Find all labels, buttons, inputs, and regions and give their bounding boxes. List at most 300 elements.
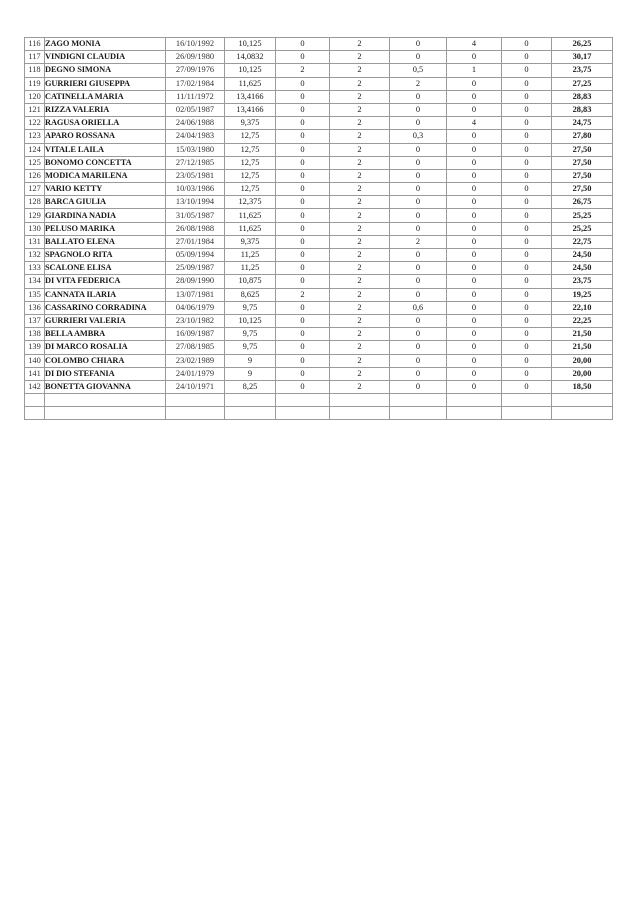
total-score: 27,25 — [552, 77, 613, 90]
score-col-5: 0 — [447, 380, 502, 393]
score-col-6: 0 — [502, 209, 552, 222]
candidate-name: SCALONE ELISA — [45, 262, 166, 275]
candidate-name: DI VITA FEDERICA — [45, 275, 166, 288]
table-row — [25, 117, 613, 130]
score-col-3: 2 — [330, 301, 390, 314]
score-col-4: 0,6 — [390, 301, 447, 314]
birth-date: 27/01/1984 — [166, 235, 225, 248]
score-col-3: 2 — [330, 288, 390, 301]
score-col-2: 2 — [276, 64, 330, 77]
score-col-1: 12,75 — [225, 169, 276, 182]
empty-cell — [166, 407, 225, 420]
table-row — [25, 367, 613, 380]
score-col-3: 2 — [330, 143, 390, 156]
score-col-1: 11,625 — [225, 77, 276, 90]
birth-date: 15/03/1980 — [166, 143, 225, 156]
row-number: 120 — [25, 90, 45, 103]
score-col-1: 8,25 — [225, 380, 276, 393]
score-col-6: 0 — [502, 51, 552, 64]
score-col-5: 0 — [447, 156, 502, 169]
score-col-3: 2 — [330, 341, 390, 354]
birth-date: 24/10/1971 — [166, 380, 225, 393]
score-col-4: 0,5 — [390, 64, 447, 77]
birth-date: 23/02/1989 — [166, 354, 225, 367]
score-col-1: 9,75 — [225, 341, 276, 354]
score-col-6: 0 — [502, 156, 552, 169]
score-col-3: 2 — [330, 103, 390, 116]
score-col-1: 13,4166 — [225, 103, 276, 116]
score-col-2: 0 — [276, 77, 330, 90]
score-col-5: 0 — [447, 130, 502, 143]
total-score: 27,50 — [552, 183, 613, 196]
score-col-1: 9,75 — [225, 301, 276, 314]
candidate-name: DI DIO STEFANIA — [45, 367, 166, 380]
birth-date: 24/06/1988 — [166, 117, 225, 130]
birth-date: 27/09/1976 — [166, 64, 225, 77]
score-col-3: 2 — [330, 314, 390, 327]
table-row — [25, 275, 613, 288]
birth-date: 24/04/1983 — [166, 130, 225, 143]
table-row — [25, 38, 613, 51]
score-col-6: 0 — [502, 275, 552, 288]
row-number: 139 — [25, 341, 45, 354]
score-col-2: 0 — [276, 38, 330, 51]
candidate-name: VITALE LAILA — [45, 143, 166, 156]
score-col-3: 2 — [330, 117, 390, 130]
score-col-4: 0 — [390, 183, 447, 196]
total-score: 28,83 — [552, 90, 613, 103]
table-row — [25, 288, 613, 301]
score-col-5: 0 — [447, 103, 502, 116]
row-number: 138 — [25, 328, 45, 341]
empty-cell — [166, 394, 225, 407]
score-col-2: 0 — [276, 354, 330, 367]
score-col-6: 0 — [502, 288, 552, 301]
total-score: 18,50 — [552, 380, 613, 393]
empty-cell — [447, 394, 502, 407]
score-col-4: 0 — [390, 249, 447, 262]
score-col-3: 2 — [330, 209, 390, 222]
score-col-6: 0 — [502, 64, 552, 77]
score-col-2: 0 — [276, 314, 330, 327]
total-score: 25,25 — [552, 209, 613, 222]
score-col-6: 0 — [502, 380, 552, 393]
score-col-1: 11,625 — [225, 209, 276, 222]
total-score: 19,25 — [552, 288, 613, 301]
row-number: 127 — [25, 183, 45, 196]
score-col-6: 0 — [502, 196, 552, 209]
score-col-2: 0 — [276, 328, 330, 341]
score-col-2: 0 — [276, 301, 330, 314]
score-col-4: 0 — [390, 354, 447, 367]
table-row — [25, 169, 613, 182]
total-score: 20,00 — [552, 354, 613, 367]
total-score: 30,17 — [552, 51, 613, 64]
empty-cell — [330, 394, 390, 407]
birth-date: 31/05/1987 — [166, 209, 225, 222]
score-col-4: 0 — [390, 196, 447, 209]
candidate-name: BONETTA GIOVANNA — [45, 380, 166, 393]
score-col-2: 0 — [276, 183, 330, 196]
total-score: 27,50 — [552, 169, 613, 182]
empty-row — [25, 407, 613, 420]
score-col-5: 0 — [447, 328, 502, 341]
score-col-3: 2 — [330, 51, 390, 64]
table-row — [25, 156, 613, 169]
candidate-name: MODICA MARILENA — [45, 169, 166, 182]
row-number: 142 — [25, 380, 45, 393]
score-col-5: 0 — [447, 314, 502, 327]
total-score: 26,25 — [552, 38, 613, 51]
score-col-5: 0 — [447, 51, 502, 64]
score-col-6: 0 — [502, 235, 552, 248]
score-col-3: 2 — [330, 38, 390, 51]
score-col-5: 0 — [447, 196, 502, 209]
birth-date: 27/08/1985 — [166, 341, 225, 354]
score-col-2: 0 — [276, 209, 330, 222]
score-col-4: 2 — [390, 235, 447, 248]
candidate-name: CANNATA ILARIA — [45, 288, 166, 301]
score-col-1: 10,125 — [225, 38, 276, 51]
score-col-3: 2 — [330, 64, 390, 77]
total-score: 22,10 — [552, 301, 613, 314]
score-col-6: 0 — [502, 130, 552, 143]
empty-cell — [447, 407, 502, 420]
row-number: 137 — [25, 314, 45, 327]
score-col-5: 0 — [447, 77, 502, 90]
candidate-name: DI MARCO ROSALIA — [45, 341, 166, 354]
total-score: 23,75 — [552, 64, 613, 77]
score-col-5: 1 — [447, 64, 502, 77]
birth-date: 24/01/1979 — [166, 367, 225, 380]
total-score: 26,75 — [552, 196, 613, 209]
candidate-name: VINDIGNI CLAUDIA — [45, 51, 166, 64]
score-col-5: 0 — [447, 143, 502, 156]
score-col-2: 0 — [276, 249, 330, 262]
score-col-4: 0 — [390, 38, 447, 51]
row-number: 141 — [25, 367, 45, 380]
empty-cell — [502, 407, 552, 420]
empty-cell — [45, 394, 166, 407]
score-col-3: 2 — [330, 354, 390, 367]
score-col-3: 2 — [330, 328, 390, 341]
table-row — [25, 262, 613, 275]
table-row — [25, 380, 613, 393]
score-col-6: 0 — [502, 183, 552, 196]
score-col-2: 0 — [276, 341, 330, 354]
score-col-6: 0 — [502, 341, 552, 354]
score-col-2: 0 — [276, 367, 330, 380]
table-row — [25, 64, 613, 77]
row-number: 129 — [25, 209, 45, 222]
score-col-6: 0 — [502, 262, 552, 275]
birth-date: 13/10/1994 — [166, 196, 225, 209]
score-col-5: 0 — [447, 235, 502, 248]
total-score: 28,83 — [552, 103, 613, 116]
score-col-6: 0 — [502, 117, 552, 130]
table-row — [25, 77, 613, 90]
total-score: 22,25 — [552, 314, 613, 327]
score-col-4: 0 — [390, 288, 447, 301]
score-col-3: 2 — [330, 130, 390, 143]
birth-date: 25/09/1987 — [166, 262, 225, 275]
total-score: 21,50 — [552, 341, 613, 354]
candidate-name: CATINELLA MARIA — [45, 90, 166, 103]
empty-cell — [45, 407, 166, 420]
row-number: 124 — [25, 143, 45, 156]
score-col-4: 0 — [390, 314, 447, 327]
birth-date: 05/09/1994 — [166, 249, 225, 262]
total-score: 24,75 — [552, 117, 613, 130]
score-col-5: 0 — [447, 367, 502, 380]
total-score: 22,75 — [552, 235, 613, 248]
table-row — [25, 183, 613, 196]
table-row — [25, 222, 613, 235]
row-number: 125 — [25, 156, 45, 169]
score-col-6: 0 — [502, 103, 552, 116]
score-col-1: 11,25 — [225, 249, 276, 262]
score-col-1: 11,25 — [225, 262, 276, 275]
score-col-1: 10,125 — [225, 314, 276, 327]
empty-cell — [25, 407, 45, 420]
candidate-name: BARCA GIULIA — [45, 196, 166, 209]
score-col-3: 2 — [330, 380, 390, 393]
score-col-1: 12,75 — [225, 156, 276, 169]
score-col-3: 2 — [330, 235, 390, 248]
table-body — [25, 38, 613, 420]
score-col-5: 0 — [447, 249, 502, 262]
row-number: 132 — [25, 249, 45, 262]
table-row — [25, 341, 613, 354]
candidate-name: ZAGO MONIA — [45, 38, 166, 51]
candidate-name: GIARDINA NADIA — [45, 209, 166, 222]
score-col-1: 11,625 — [225, 222, 276, 235]
row-number: 121 — [25, 103, 45, 116]
empty-cell — [552, 407, 613, 420]
score-col-5: 0 — [447, 209, 502, 222]
row-number: 136 — [25, 301, 45, 314]
score-col-6: 0 — [502, 367, 552, 380]
row-number: 119 — [25, 77, 45, 90]
total-score: 27,50 — [552, 156, 613, 169]
score-col-1: 9,75 — [225, 328, 276, 341]
score-col-5: 0 — [447, 354, 502, 367]
total-score: 27,50 — [552, 143, 613, 156]
score-col-5: 0 — [447, 183, 502, 196]
empty-cell — [225, 394, 276, 407]
table-row — [25, 328, 613, 341]
birth-date: 27/12/1985 — [166, 156, 225, 169]
score-col-3: 2 — [330, 156, 390, 169]
candidate-name: RIZZA VALERIA — [45, 103, 166, 116]
candidate-name: SPAGNOLO RITA — [45, 249, 166, 262]
score-col-1: 12,375 — [225, 196, 276, 209]
table-row — [25, 103, 613, 116]
table-row — [25, 235, 613, 248]
total-score: 24,50 — [552, 249, 613, 262]
score-col-1: 12,75 — [225, 130, 276, 143]
candidate-name: CASSARINO CORRADINA — [45, 301, 166, 314]
row-number: 140 — [25, 354, 45, 367]
empty-cell — [390, 394, 447, 407]
score-col-5: 4 — [447, 117, 502, 130]
total-score: 24,50 — [552, 262, 613, 275]
score-col-6: 0 — [502, 354, 552, 367]
row-number: 130 — [25, 222, 45, 235]
birth-date: 23/05/1981 — [166, 169, 225, 182]
total-score: 25,25 — [552, 222, 613, 235]
score-col-4: 0 — [390, 209, 447, 222]
row-number: 126 — [25, 169, 45, 182]
birth-date: 28/09/1990 — [166, 275, 225, 288]
row-number: 117 — [25, 51, 45, 64]
row-number: 118 — [25, 64, 45, 77]
birth-date: 26/09/1980 — [166, 51, 225, 64]
total-score: 21,50 — [552, 328, 613, 341]
candidate-name: DEGNO SIMONA — [45, 64, 166, 77]
score-col-3: 2 — [330, 367, 390, 380]
score-col-2: 0 — [276, 156, 330, 169]
candidate-name: RAGUSA ORIELLA — [45, 117, 166, 130]
score-col-3: 2 — [330, 196, 390, 209]
score-col-2: 0 — [276, 380, 330, 393]
birth-date: 13/07/1981 — [166, 288, 225, 301]
score-col-6: 0 — [502, 77, 552, 90]
score-col-5: 0 — [447, 301, 502, 314]
candidate-name: COLOMBO CHIARA — [45, 354, 166, 367]
score-col-3: 2 — [330, 222, 390, 235]
score-col-5: 0 — [447, 341, 502, 354]
row-number: 128 — [25, 196, 45, 209]
score-col-2: 0 — [276, 51, 330, 64]
empty-cell — [276, 394, 330, 407]
score-col-4: 0 — [390, 367, 447, 380]
table-row — [25, 51, 613, 64]
candidate-name: BONOMO CONCETTA — [45, 156, 166, 169]
score-col-4: 0 — [390, 51, 447, 64]
score-col-4: 0 — [390, 103, 447, 116]
row-number: 122 — [25, 117, 45, 130]
score-col-2: 0 — [276, 262, 330, 275]
table-row — [25, 301, 613, 314]
score-col-4: 0 — [390, 143, 447, 156]
score-col-5: 0 — [447, 169, 502, 182]
row-number: 135 — [25, 288, 45, 301]
score-col-5: 0 — [447, 262, 502, 275]
birth-date: 16/09/1987 — [166, 328, 225, 341]
score-col-3: 2 — [330, 183, 390, 196]
birth-date: 10/03/1986 — [166, 183, 225, 196]
score-col-2: 0 — [276, 143, 330, 156]
empty-cell — [552, 394, 613, 407]
score-col-3: 2 — [330, 90, 390, 103]
empty-row — [25, 394, 613, 407]
row-number: 131 — [25, 235, 45, 248]
score-col-2: 0 — [276, 130, 330, 143]
empty-cell — [276, 407, 330, 420]
score-col-5: 0 — [447, 222, 502, 235]
score-col-2: 0 — [276, 169, 330, 182]
birth-date: 16/10/1992 — [166, 38, 225, 51]
row-number: 133 — [25, 262, 45, 275]
total-score: 20,00 — [552, 367, 613, 380]
candidate-name: GURRIERI VALERIA — [45, 314, 166, 327]
row-number: 134 — [25, 275, 45, 288]
score-col-3: 2 — [330, 77, 390, 90]
birth-date: 26/08/1988 — [166, 222, 225, 235]
table-row — [25, 196, 613, 209]
empty-cell — [25, 394, 45, 407]
table-row — [25, 130, 613, 143]
score-col-1: 10,875 — [225, 275, 276, 288]
candidate-name: PELUSO MARIKA — [45, 222, 166, 235]
empty-cell — [502, 394, 552, 407]
score-col-2: 0 — [276, 103, 330, 116]
score-col-4: 0 — [390, 117, 447, 130]
score-col-4: 0 — [390, 156, 447, 169]
score-col-4: 0 — [390, 222, 447, 235]
score-col-4: 0 — [390, 90, 447, 103]
score-col-4: 0 — [390, 262, 447, 275]
score-col-1: 14,0832 — [225, 51, 276, 64]
candidate-name: VARIO KETTY — [45, 183, 166, 196]
score-col-1: 9 — [225, 354, 276, 367]
candidate-name: APARO ROSSANA — [45, 130, 166, 143]
score-col-2: 0 — [276, 196, 330, 209]
score-col-4: 0,3 — [390, 130, 447, 143]
row-number: 116 — [25, 38, 45, 51]
table-row — [25, 209, 613, 222]
score-col-4: 0 — [390, 328, 447, 341]
score-col-6: 0 — [502, 314, 552, 327]
score-col-4: 0 — [390, 275, 447, 288]
score-col-2: 0 — [276, 90, 330, 103]
total-score: 27,80 — [552, 130, 613, 143]
score-col-6: 0 — [502, 143, 552, 156]
empty-cell — [330, 407, 390, 420]
table-row — [25, 143, 613, 156]
score-col-6: 0 — [502, 90, 552, 103]
score-col-6: 0 — [502, 328, 552, 341]
birth-date: 04/06/1979 — [166, 301, 225, 314]
score-col-4: 0 — [390, 380, 447, 393]
total-score: 23,75 — [552, 275, 613, 288]
candidate-name: BELLA AMBRA — [45, 328, 166, 341]
score-col-6: 0 — [502, 38, 552, 51]
score-col-6: 0 — [502, 249, 552, 262]
score-col-1: 9 — [225, 367, 276, 380]
empty-cell — [225, 407, 276, 420]
birth-date: 23/10/1982 — [166, 314, 225, 327]
score-col-2: 2 — [276, 288, 330, 301]
score-col-1: 13,4166 — [225, 90, 276, 103]
score-col-1: 8,625 — [225, 288, 276, 301]
birth-date: 11/11/1972 — [166, 90, 225, 103]
score-col-2: 0 — [276, 117, 330, 130]
score-col-3: 2 — [330, 275, 390, 288]
score-col-2: 0 — [276, 275, 330, 288]
score-col-5: 0 — [447, 288, 502, 301]
score-col-3: 2 — [330, 169, 390, 182]
score-col-3: 2 — [330, 249, 390, 262]
candidate-name: GURRIERI GIUSEPPA — [45, 77, 166, 90]
score-col-4: 0 — [390, 341, 447, 354]
table-row — [25, 249, 613, 262]
birth-date: 17/02/1984 — [166, 77, 225, 90]
score-col-3: 2 — [330, 262, 390, 275]
score-col-4: 2 — [390, 77, 447, 90]
score-col-1: 10,125 — [225, 64, 276, 77]
